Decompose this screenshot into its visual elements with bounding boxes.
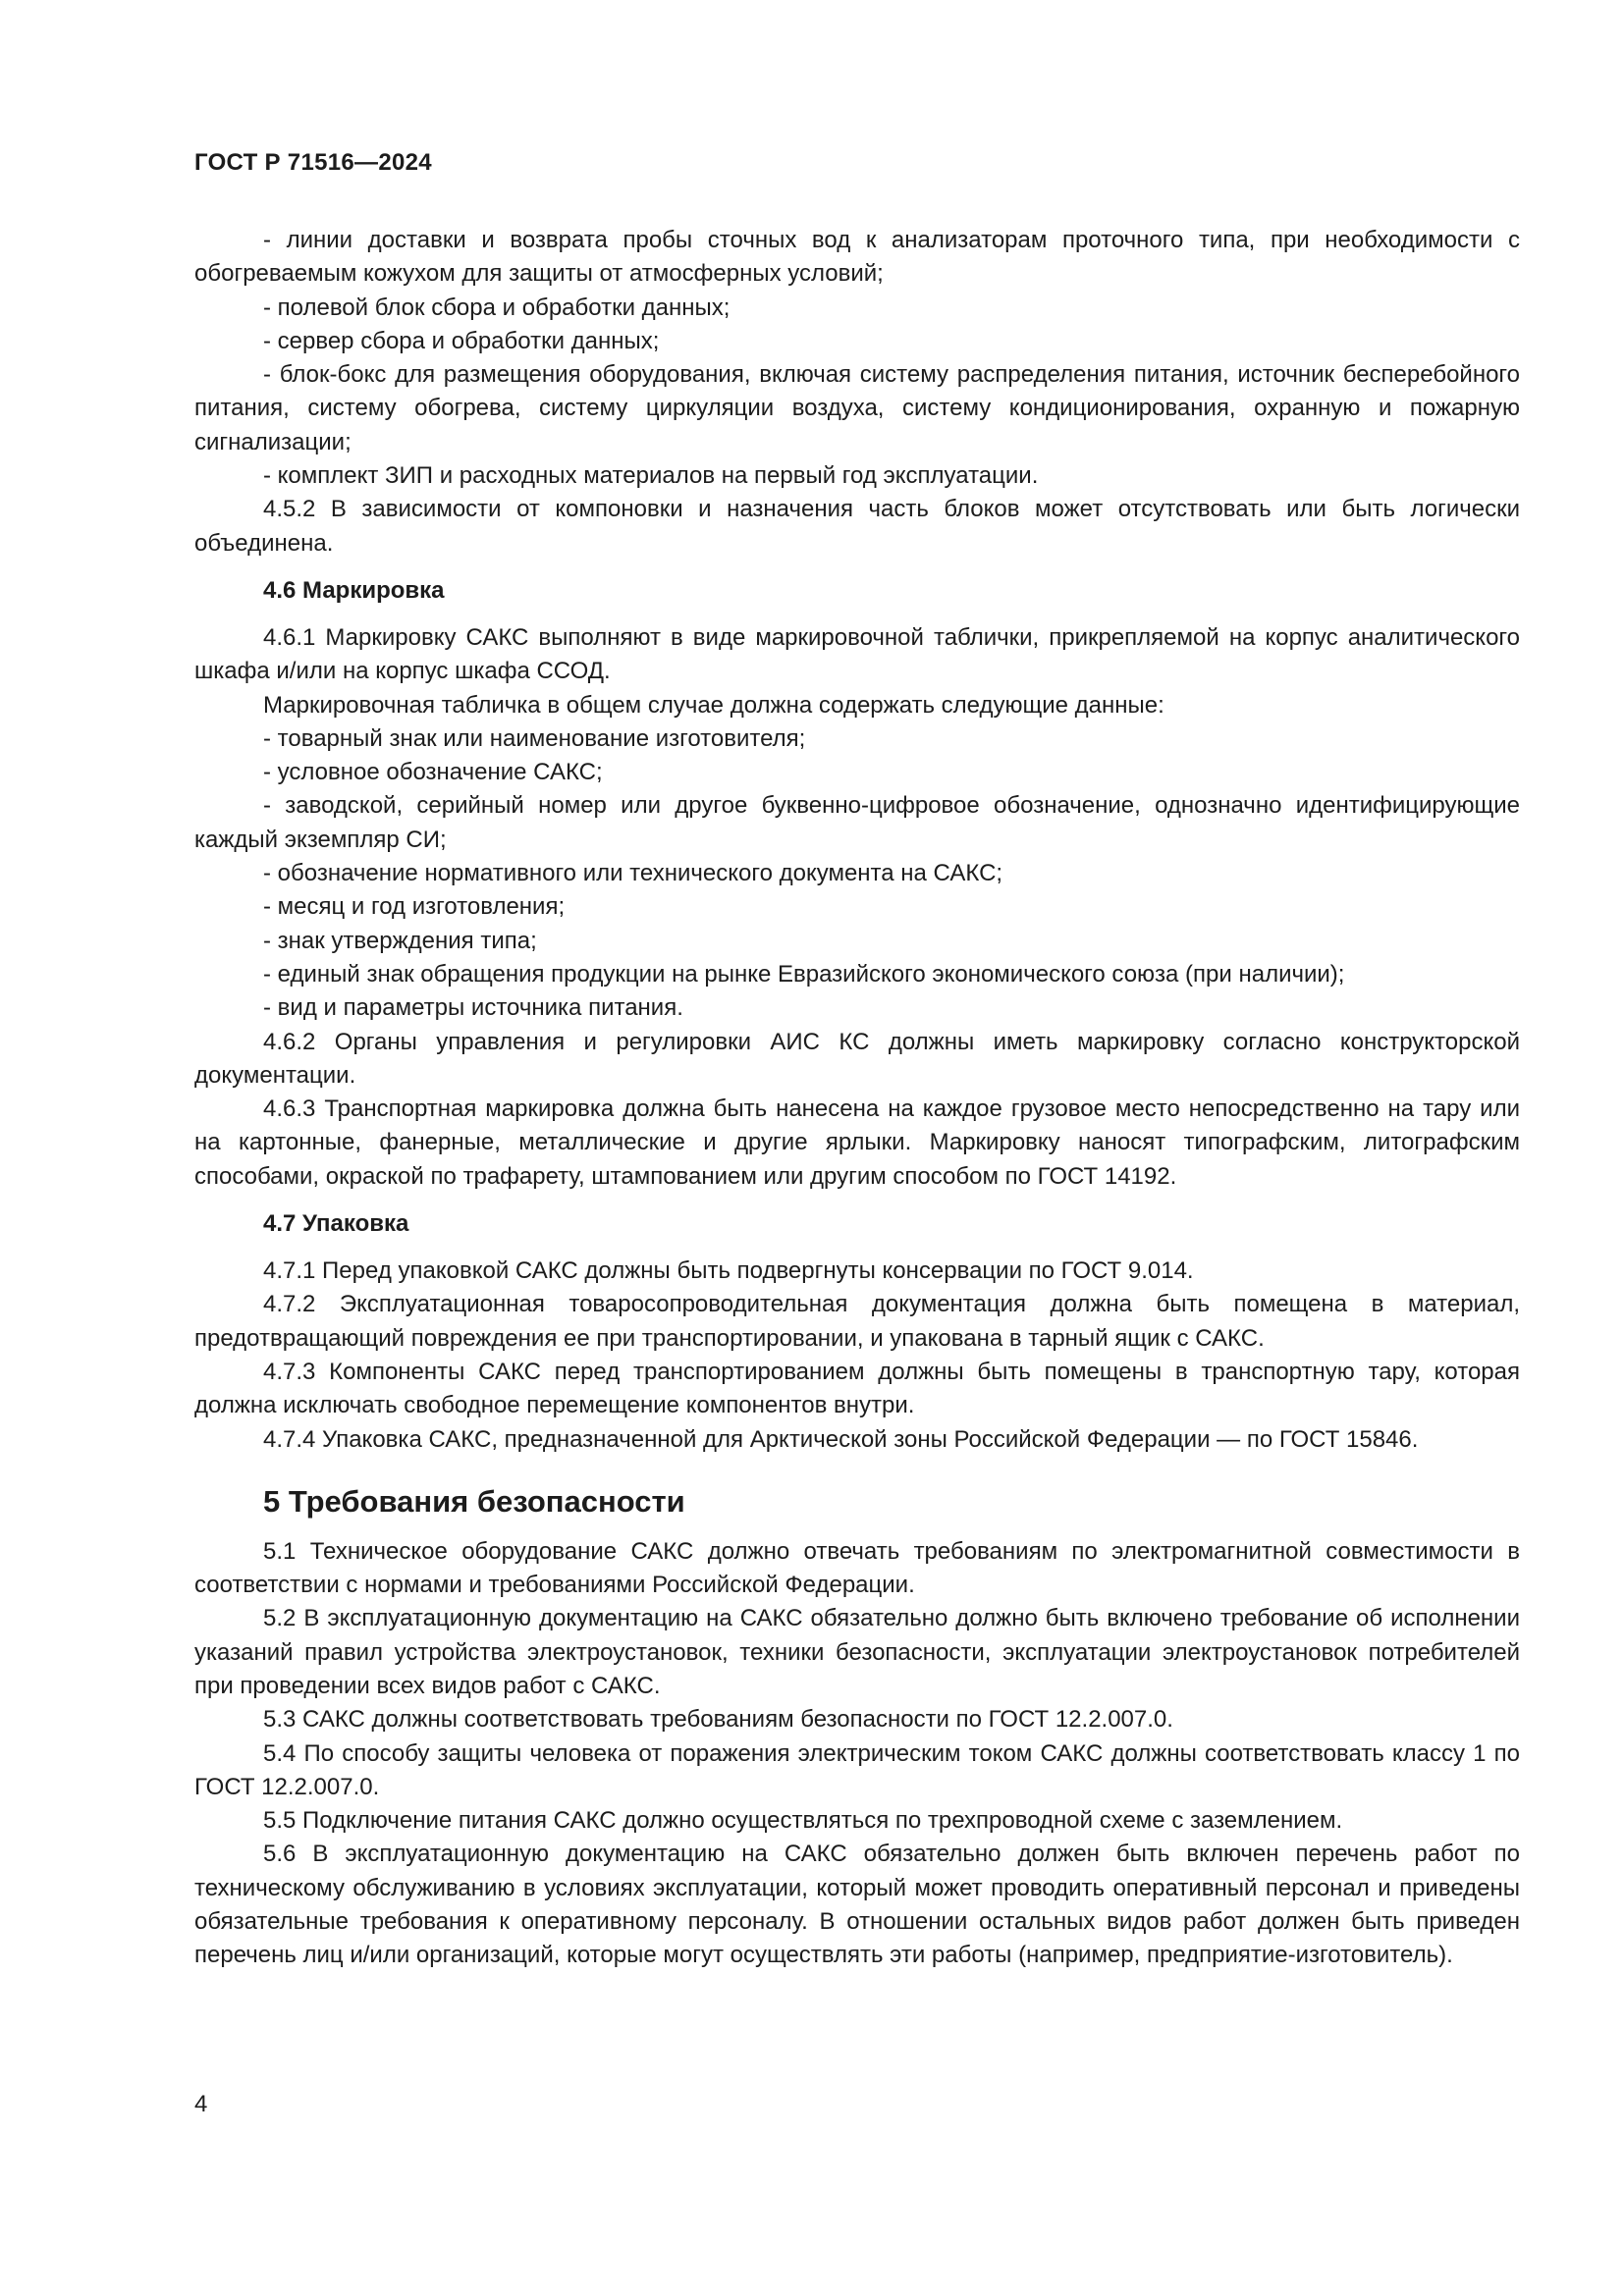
paragraph-4-5-2: 4.5.2 В зависимости от компоновки и назначения часть блоков может отсутствовать или быть логически объединена. bbox=[194, 496, 1520, 557]
list-item: - полевой блок сбора и обработки данных; bbox=[263, 294, 731, 321]
list-item: - заводской, серийный номер или другое буквенно-цифровое обозначение, однозначно идентифицирующие каждый экземпляр СИ; bbox=[194, 792, 1520, 853]
list-item: - знак утверждения типа; bbox=[263, 927, 537, 954]
paragraph-5-6: 5.6 В эксплуатационную документацию на САКС обязательно должен быть включен перечень работ по техническому обслуживанию в условиях эксплуатации, который может проводить оперативный персонал и приведены обязательные требования к оперативному персоналу. В отношении остальных видов работ должен быть приведен перечень лиц и/или организаций, которые могут осуществлять эти работы (например, предприятие-изготовитель). bbox=[194, 1841, 1520, 1969]
paragraph-4-7-3: 4.7.3 Компоненты САКС перед транспортированием должны быть помещены в транспортную тару, которая должна исключать свободное перемещение компонентов внутри. bbox=[194, 1358, 1520, 1419]
list-item: - вид и параметры источника питания. bbox=[263, 994, 683, 1022]
list-item: - условное обозначение САКС; bbox=[263, 759, 603, 786]
paragraph-5-4: 5.4 По способу защиты человека от поражения электрическим током САКС должны соответствовать классу 1 по ГОСТ 12.2.007.0. bbox=[194, 1739, 1520, 1800]
document-header: ГОСТ Р 71516—2024 bbox=[194, 149, 432, 176]
list-item: - линии доставки и возврата пробы сточных вод к анализаторам проточного типа, при необходимости с обогреваемым кожухом для защиты от атмосферных условий; bbox=[194, 227, 1520, 288]
section-heading-4-7: 4.7 Упаковка bbox=[263, 1210, 409, 1238]
section-heading-4-6: 4.6 Маркировка bbox=[263, 576, 445, 604]
list-item: - комплект ЗИП и расходных материалов на первый год эксплуатации. bbox=[263, 462, 1039, 490]
paragraph-4-6-1: 4.6.1 Маркировку САКС выполняют в виде маркировочной таблички, прикрепляемой на корпус аналитического шкафа и/или на корпус шкафа ССОД. bbox=[194, 623, 1520, 685]
paragraph-5-2: 5.2 В эксплуатационную документацию на САКС обязательно должно быть включено требование об исполнении указаний правил устройства электроустановок, техники безопасности, эксплуатации электроустановок потребителей при проведении всех видов работ с САКС. bbox=[194, 1605, 1520, 1699]
paragraph-4-6-3: 4.6.3 Транспортная маркировка должна быть нанесена на каждое грузовое место непосредственно на тару или на картонные, фанерные, металлические и другие ярлыки. Маркировку наносят типографским, литографским способами, окраской по трафарету, штампованием или другим способом по ГОСТ 14192. bbox=[194, 1095, 1520, 1190]
paragraph-4-7-4: 4.7.4 Упаковка САКС, предназначенной для Арктической зоны Российской Федерации — по ГОСТ 15846. bbox=[263, 1425, 1419, 1453]
paragraph-4-6-2: 4.6.2 Органы управления и регулировки АИС КС должны иметь маркировку согласно конструкторской документации. bbox=[194, 1028, 1520, 1089]
paragraph-5-1: 5.1 Техническое оборудование САКС должно отвечать требованиям по электромагнитной совместимости в соответствии с нормами и требованиями Российской Федерации. bbox=[194, 1537, 1520, 1599]
section-heading-5: 5 Требования безопасности bbox=[263, 1483, 685, 1519]
list-item: - месяц и год изготовления; bbox=[263, 893, 566, 921]
paragraph-intro: Маркировочная табличка в общем случае должна содержать следующие данные: bbox=[263, 691, 1164, 719]
page-number: 4 bbox=[194, 2091, 208, 2117]
list-item: - единый знак обращения продукции на рынке Евразийского экономического союза (при наличии); bbox=[263, 960, 1345, 988]
list-item: - сервер сбора и обработки данных; bbox=[263, 327, 660, 354]
paragraph-4-7-1: 4.7.1 Перед упаковкой САКС должны быть подвергнуты консервации по ГОСТ 9.014. bbox=[263, 1257, 1194, 1285]
paragraph-5-5: 5.5 Подключение питания САКС должно осуществляться по трехпроводной схеме с заземлением. bbox=[263, 1807, 1343, 1835]
list-item: - обозначение нормативного или технического документа на САКС; bbox=[263, 860, 1003, 887]
paragraph-4-7-2: 4.7.2 Эксплуатационная товаросопроводительная документация должна быть помещена в материал, предотвращающий повреждения ее при транспортировании, и упакована в тарный ящик с САКС. bbox=[194, 1291, 1520, 1352]
paragraph-5-3: 5.3 САКС должны соответствовать требованиям безопасности по ГОСТ 12.2.007.0. bbox=[263, 1706, 1173, 1734]
list-item: - товарный знак или наименование изготовителя; bbox=[263, 724, 806, 752]
list-item: - блок-бокс для размещения оборудования, включая систему распределения питания, источник бесперебойного питания, систему обогрева, систему циркуляции воздуха, систему кондиционирования, охранную и пожарную сигнализации; bbox=[194, 361, 1520, 455]
document-body bbox=[194, 224, 1520, 1973]
